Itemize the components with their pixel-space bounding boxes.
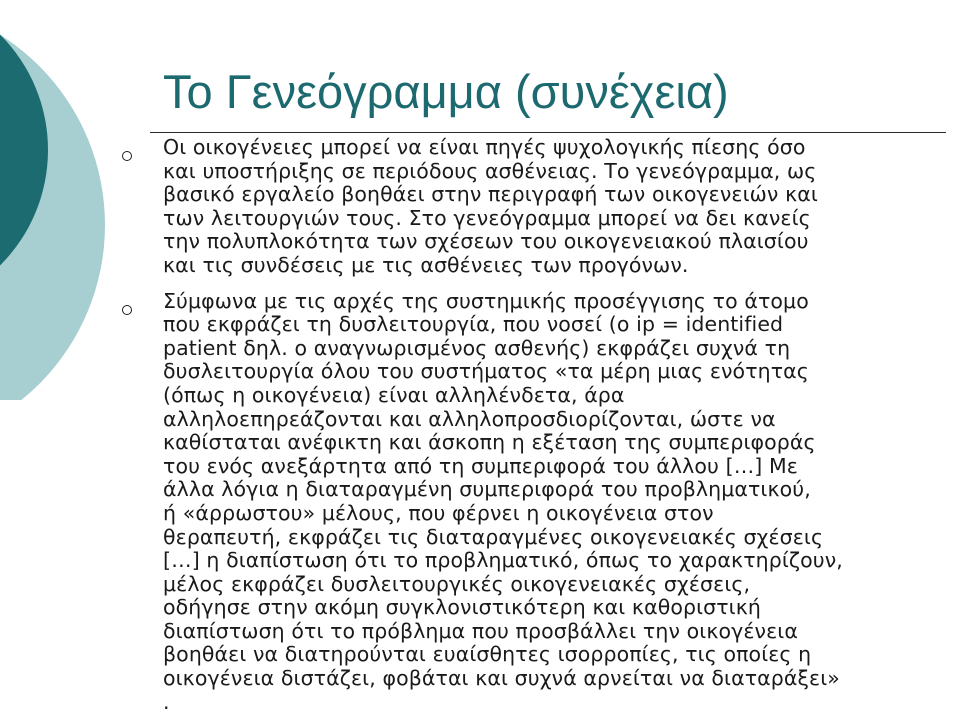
bullet-item — [118, 290, 950, 715]
bullet-text: Σύμφωνα με τις αρχές της συστημικής προσέγγισης το άτομο που εκφράζει τη δυσλειτουργία, που νοσεί (ο ip = identified patient δηλ. ο αναγνωρισμένος ασθενής) εκφράζει συχνά τη δυσλειτουργία όλου του συστήματος «τα μέρη μιας ενότητας (όπως η οικογένεια) είναι αλληλένδετα, άρα αλληλοεπηρεάζονται και αλληλοπροσδιορίζονται, ώστε να καθίσταται ανέφικτη και άσκοπη η εξέταση της συμπεριφοράς του ενός ανεξάρτητα από τη συμπεριφορά του άλλου […] Με άλλα λόγια η διαταραγμένη συμπεριφορά του προβληματικού, ή «άρρωστου» μέλους, που φέρνει η οικογένεια στον θεραπευτή, εκφράζει τις διαταραγμένες οικογενειακές σχέσεις […] η διαπίστωση ότι το προβληματικό, όπως το χαρακτηρίζουν, μέλος εκφράζει δυσλειτουργικές οικογενειακές σχέσεις, οδήγησε στην ακόμη συγκλονιστικότερη και καθοριστική διαπίστωση ότι το πρόβλημα που προσβάλλει την οικογένεια βοηθάει να διατηρούνται ευαίσθητες ισορροπίες, τις οποίες η οικογένεια διστάζει, φοβάται και συχνά αρνείται να διαταράξει» . — [163, 288, 843, 714]
bullet-circle-icon — [122, 151, 132, 161]
decorative-circles — [0, 0, 110, 400]
bullet-text: Οι οικογένειες μπορεί να είναι πηγές ψυχολογικής πίεσης όσο και υποστήριξης σε περιόδους ασθένειας. Το γενεόγραμμα, ως βασικό εργαλείο βοηθάει στην περιγραφή των οικογενειών και των λειτουργιών τους. Στο γενεόγραμμα μπορεί να δει κανείς την πολυπλοκότητα των σχέσεων του οικογενειακού πλαισίου και τις συνδέσεις με τις ασθένειες των προγόνων. — [163, 135, 818, 277]
slide-title: Το Γενεόγραμμα (συνέχεια) — [163, 65, 729, 118]
slide-body — [118, 136, 950, 714]
bullet-circle-icon — [122, 305, 132, 315]
title-divider — [150, 132, 946, 133]
bullet-item — [118, 136, 950, 278]
